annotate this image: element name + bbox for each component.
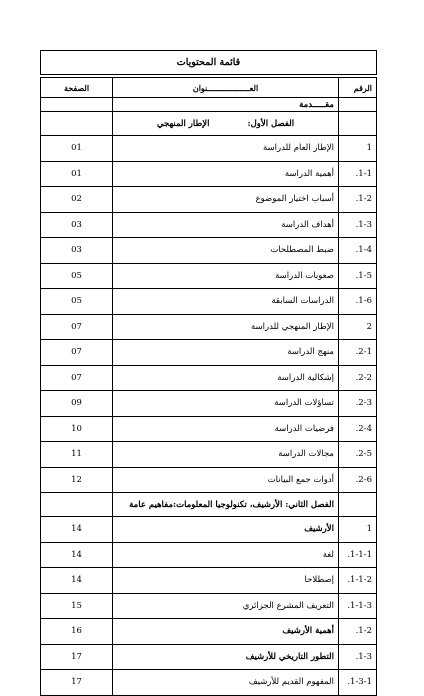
toc-entry-title: أهمية الدراسة (113, 161, 339, 187)
toc-title: قائمة المحتويات (40, 50, 377, 75)
toc-entry-number: 2-4. (339, 416, 377, 442)
toc-entry-row (41, 161, 377, 187)
toc-entry-row (41, 391, 377, 417)
toc-entry-number: 1-3-1. (339, 670, 377, 696)
toc-entry-title: صعوبات الدراسة (113, 263, 339, 289)
toc-entry-title: الدراسات السابقة (113, 289, 339, 315)
toc-entry-number: 1 (339, 136, 377, 162)
toc-entry-row (41, 467, 377, 493)
toc-entry-title: إشكالية الدراسة (113, 365, 339, 391)
toc-entry-number: 2-2. (339, 365, 377, 391)
toc-entry-title: أهداف الدراسة (113, 212, 339, 238)
toc-entry-page: 17 (41, 670, 113, 696)
toc-entry-page: 05 (41, 263, 113, 289)
chapter1-num (339, 112, 377, 136)
toc-entry-page: 14 (41, 517, 113, 543)
toc-entry-number: 1-1. (339, 161, 377, 187)
toc-entry-page: 02 (41, 187, 113, 213)
toc-entry-row (41, 340, 377, 366)
toc-entry-title: ضبط المصطلحات (113, 238, 339, 264)
header-row (41, 78, 377, 98)
header-title: العــــــــــــــــــنوان (113, 78, 339, 98)
chapter1-row (41, 112, 377, 136)
toc-entry-row (41, 314, 377, 340)
toc-entry-page: 12 (41, 467, 113, 493)
toc-entry-title: إصطلاحا (113, 568, 339, 594)
toc-entry-page: 05 (41, 289, 113, 315)
muqaddima-title: مقـــــدمة (113, 98, 339, 112)
toc-entry-row (41, 568, 377, 594)
toc-entry-row (41, 416, 377, 442)
toc-entry-number: 2-6. (339, 467, 377, 493)
toc-entry-row (41, 212, 377, 238)
toc-entry-row (41, 442, 377, 468)
toc-entry-row (41, 644, 377, 670)
toc-entry-row (41, 365, 377, 391)
toc-entry-number: 2-5. (339, 442, 377, 468)
toc-entry-number: 1-1-1. (339, 542, 377, 568)
toc-entry-title: المفهوم القديم للأرشيف (113, 670, 339, 696)
toc-page (40, 50, 377, 696)
toc-entry-page: 09 (41, 391, 113, 417)
toc-entry-page: 11 (41, 442, 113, 468)
muqaddima-num (339, 98, 377, 112)
toc-entry-page: 07 (41, 365, 113, 391)
chapter2-row (41, 493, 377, 517)
toc-entry-page: 14 (41, 542, 113, 568)
toc-entry-row (41, 263, 377, 289)
toc-entry-number: 1-2. (339, 619, 377, 645)
toc-entry-number: 2-3. (339, 391, 377, 417)
chapter1-page (41, 112, 113, 136)
chapter2-num (339, 493, 377, 517)
header-page: الصفحة (41, 78, 113, 98)
toc-entry-title: الأرشيف (113, 517, 339, 543)
toc-entry-title: التعريف المشرع الجزائري (113, 593, 339, 619)
toc-entry-title: أهمية الأرشيف (113, 619, 339, 645)
toc-entry-title: الإطار العام للدراسة (113, 136, 339, 162)
toc-entry-page: 03 (41, 212, 113, 238)
toc-entry-page: 01 (41, 136, 113, 162)
toc-entry-page: 07 (41, 314, 113, 340)
toc-table (40, 77, 377, 696)
muqaddima-page (41, 98, 113, 112)
toc-entry-title: تساؤلات الدراسة (113, 391, 339, 417)
toc-entry-number: 1-4. (339, 238, 377, 264)
toc-entry-number: 1-1-2. (339, 568, 377, 594)
toc-entry-title: الإطار المنهجي للدراسة (113, 314, 339, 340)
toc-entry-title: أسباب اختيار الموضوع (113, 187, 339, 213)
toc-entry-number: 1-3. (339, 212, 377, 238)
toc-entry-row (41, 517, 377, 543)
toc-entry-page: 15 (41, 593, 113, 619)
toc-entry-row (41, 136, 377, 162)
chapter1-label: الفصل الأول: (247, 118, 295, 129)
toc-entry-number: 1-5. (339, 263, 377, 289)
toc-entry-row (41, 593, 377, 619)
toc-entry-row (41, 238, 377, 264)
toc-entry-title: مجالات الدراسة (113, 442, 339, 468)
chapter2-page (41, 493, 113, 517)
toc-entry-number: 1-2. (339, 187, 377, 213)
toc-entry-row (41, 187, 377, 213)
muqaddima-row (41, 98, 377, 112)
toc-entry-title: لغة (113, 542, 339, 568)
toc-entry-number: 2 (339, 314, 377, 340)
toc-entry-page: 03 (41, 238, 113, 264)
toc-entry-title: أدوات جمع البيانات (113, 467, 339, 493)
toc-entry-number: 1-1-3. (339, 593, 377, 619)
chapter1-title: الإطار المنهجي (156, 118, 210, 129)
toc-entry-title: فرضيات الدراسة (113, 416, 339, 442)
toc-entry-page: 16 (41, 619, 113, 645)
toc-entry-number: 2-1. (339, 340, 377, 366)
chapter1-heading (113, 112, 339, 136)
toc-entry-row (41, 670, 377, 696)
toc-entry-page: 17 (41, 644, 113, 670)
toc-entry-title: منهج الدراسة (113, 340, 339, 366)
toc-entry-row (41, 619, 377, 645)
toc-entry-page: 07 (41, 340, 113, 366)
toc-entry-page: 14 (41, 568, 113, 594)
toc-entry-number: 1-6. (339, 289, 377, 315)
toc-entry-row (41, 542, 377, 568)
toc-entry-title: التطور التاريخي للأرشيف (113, 644, 339, 670)
toc-entry-number: 1 (339, 517, 377, 543)
toc-entry-row (41, 289, 377, 315)
toc-entry-number: 1-3. (339, 644, 377, 670)
toc-entry-page: 10 (41, 416, 113, 442)
toc-entry-page: 01 (41, 161, 113, 187)
header-num: الرقم (339, 78, 377, 98)
chapter2-title: الفصل الثاني: الأرشيف، تكنولوجيا المعلومات:مفاهيم عامة (113, 493, 339, 517)
